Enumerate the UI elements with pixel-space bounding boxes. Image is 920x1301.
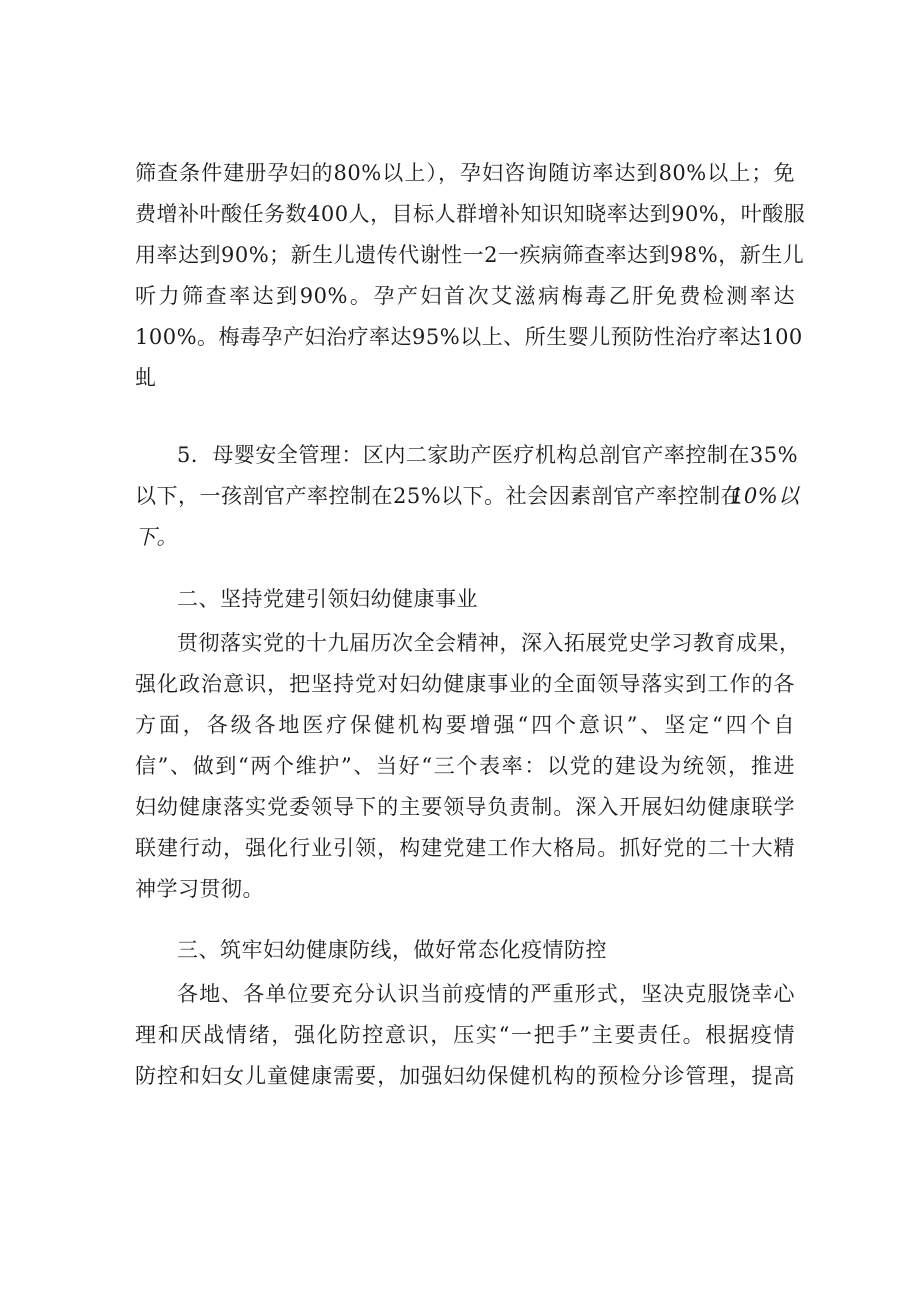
section-2-line-5: 妇幼健康落实党委领导下的主要领导负责制。深入开展妇幼健康联学 [135,795,795,819]
text-line-6: 虬 [135,366,157,390]
text-line-3: 用率达到90%；新生儿遗传代谢性一2一疾病筛查率达到98%，新生儿 [135,243,805,267]
heading-3: 三、筑牢妇幼健康防线，做好常态化疫情防控 [177,938,607,962]
section-5-line-2: 以下，一孩剖官产率控制在25%以下。社会因素剖官产率控制在 [135,484,743,508]
section-2-line-1: 贯彻落实党的十九届历次全会精神，深入拓展党史学习教育成果， [177,631,801,655]
section-3-line-3: 防控和妇女儿童健康需要，加强妇幼保健机构的预检分诊管理，提高 [135,1064,795,1088]
section-2-line-3: 方面，各级各地医疗保健机构要增强“四个意识”、坚定“四个自 [135,713,795,737]
section-5-line-1: 5．母婴安全管理：区内二家助产医疗机构总剖官产率控制在35% [177,443,799,467]
text-line-1: 筛查条件建册孕妇的80%以上），孕妇咨询随访率达到80%以上；免 [135,161,795,185]
section-2-line-4: 信”、做到“两个维护”、当好“三个表率：以党的建设为统领，推进 [135,754,795,778]
text-line-2: 费增补叶酸任务数400人，目标人群增补知识知晓率达到90%，叶酸服 [135,202,806,226]
text-line-4: 听力筛查率达到90%。孕产妇首次艾滋病梅毒乙肝免费检测率达 [135,284,795,308]
section-5-italic-fragment: 10%以 [730,484,800,508]
section-3-line-2: 理和厌战情绪，强化防控意识，压实“一把手”主要责任。根据疫情 [135,1023,795,1047]
section-5-line-3: 下。 [135,525,178,549]
text-line-5: 100%。梅毒孕产妇治疗率达95%以上、所生婴儿预防性治疗率达100 [135,325,803,349]
heading-2: 二、坚持党建引领妇幼健康事业 [177,587,478,611]
section-2-line-7: 神学习贯彻。 [135,877,264,901]
section-2-line-6: 联建行动，强化行业引领，构建党建工作大格局。抓好党的二十大精 [135,836,795,860]
section-3-line-1: 各地、各单位要充分认识当前疫情的严重形式，坚决克服饶幸心 [177,982,795,1006]
section-2-line-2: 强化政治意识，把坚持党对妇幼健康事业的全面领导落实到工作的各 [135,672,795,696]
